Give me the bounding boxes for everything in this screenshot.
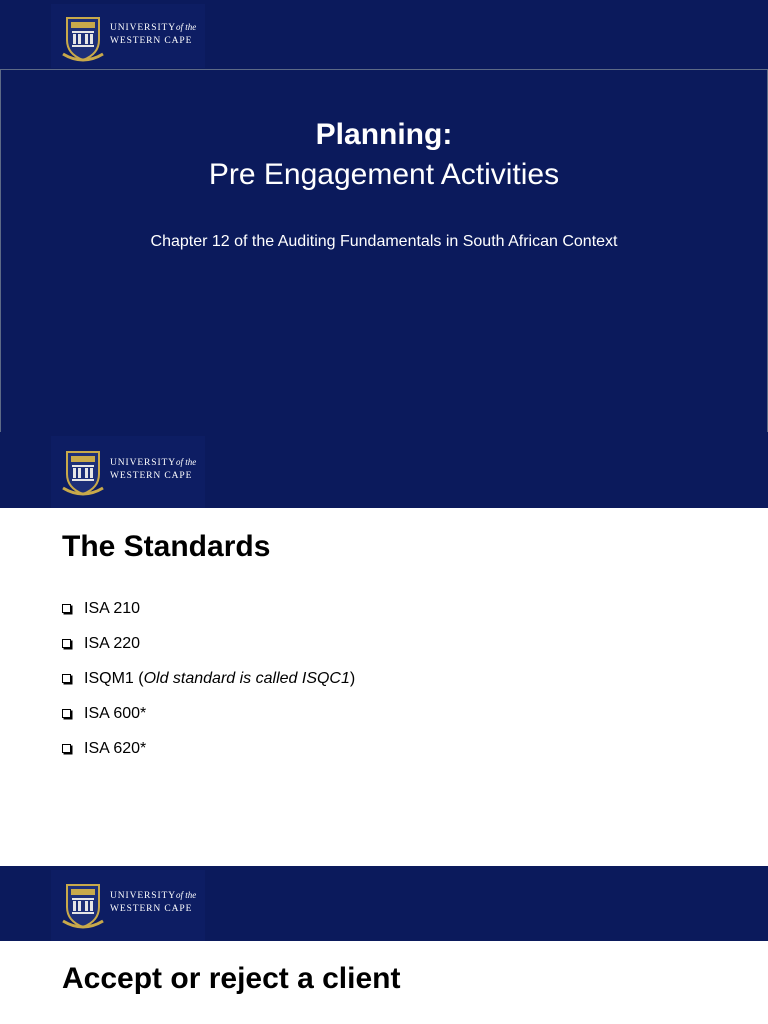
- list-item: ISA 210: [62, 600, 355, 635]
- checkbox-bullet-icon: [62, 604, 71, 613]
- slide3-header-band: [0, 866, 768, 941]
- logo-text: UNIVERSITYof the WESTERN CAPE: [110, 457, 197, 481]
- crest-icon: [61, 881, 105, 931]
- list-item: ISA 600*: [62, 705, 355, 740]
- slide1-subtitle: Chapter 12 of the Auditing Fundamentals in South African Context: [150, 233, 618, 250]
- slide2-heading: The Standards: [62, 530, 271, 563]
- slide1-title-bold: Planning:: [315, 118, 453, 151]
- list-item: ISQM1 ( Old standard is called ISQC1 ): [62, 670, 355, 705]
- slide3-heading: Accept or reject a client: [62, 962, 401, 995]
- crest-icon: [61, 448, 105, 498]
- crest-icon: [61, 14, 105, 64]
- slide1-title: Pre Engagement Activities: [208, 158, 560, 191]
- logo-text: UNIVERSITYof the WESTERN CAPE: [110, 890, 197, 914]
- checkbox-bullet-icon: [62, 674, 71, 683]
- list-item: ISA 220: [62, 635, 355, 670]
- checkbox-bullet-icon: [62, 744, 71, 753]
- university-logo: [51, 4, 205, 68]
- standards-list: [62, 600, 355, 775]
- slide1-header-band: [0, 0, 768, 69]
- logo-text: UNIVERSITYof the WESTERN CAPE: [110, 22, 197, 46]
- checkbox-bullet-icon: [62, 709, 71, 718]
- list-item: ISA 620*: [62, 740, 355, 775]
- slide2-header-band: [0, 432, 768, 508]
- checkbox-bullet-icon: [62, 639, 71, 648]
- university-logo: [51, 436, 205, 508]
- university-logo: [51, 870, 205, 941]
